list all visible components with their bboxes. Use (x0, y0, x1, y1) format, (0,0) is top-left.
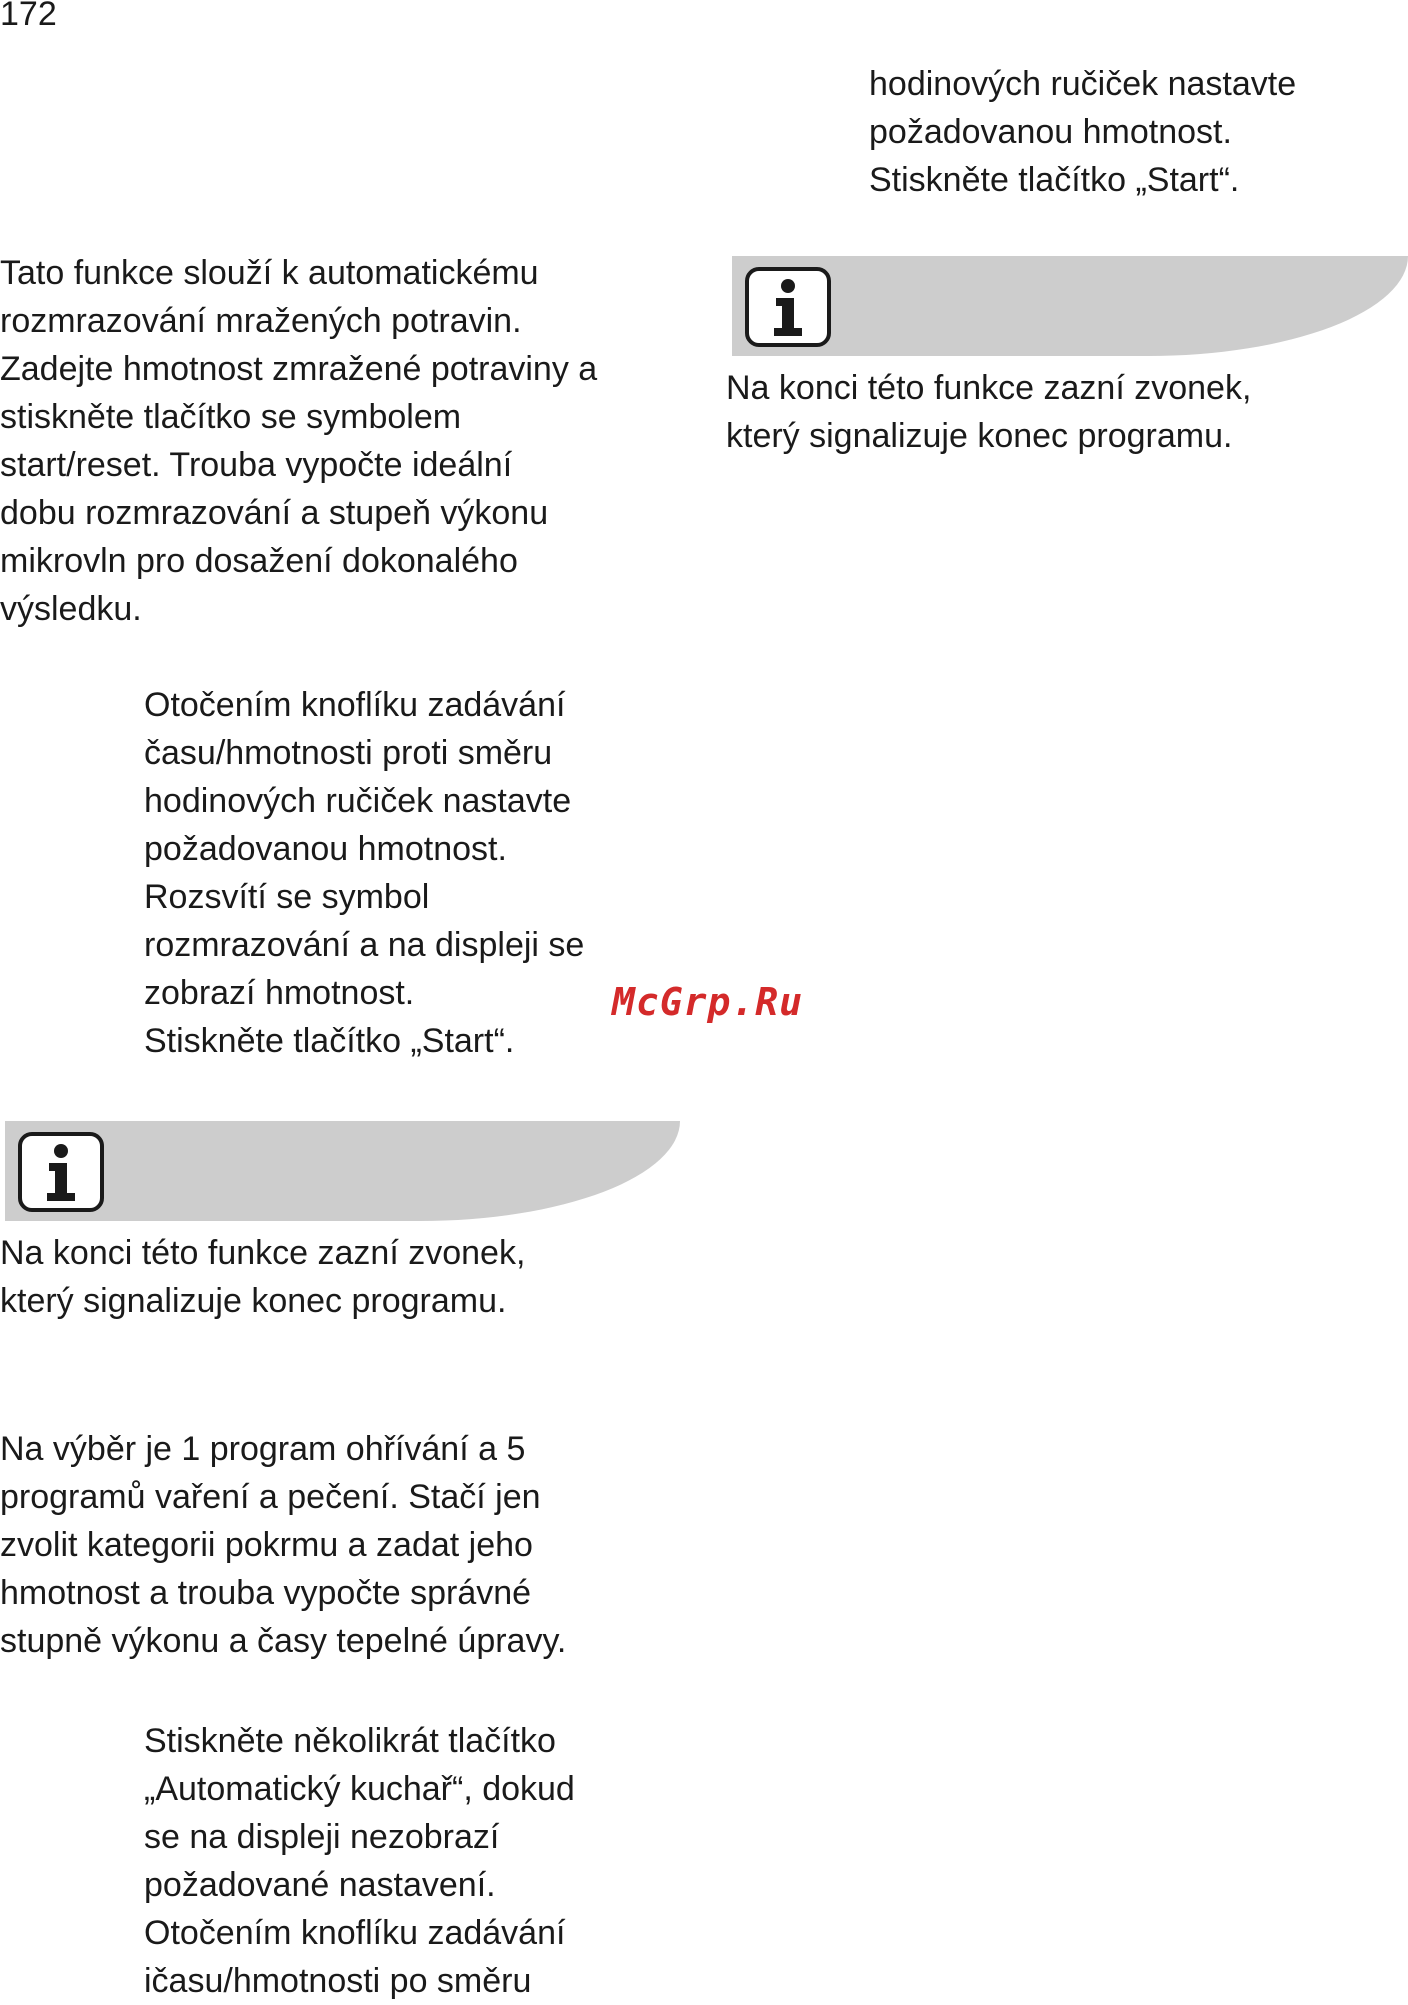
defrost-intro-paragraph: Tato funkce slouží k automatickému rozmrazování mražených potravin. Zadejte hmotnost zmražené potraviny a stiskněte tlačítko se symbolem start/reset. Trouba vypočte ideální dobu rozmrazování a stupeň výkonu mikrovln pro dosažení dokonalého výsledku. (0, 254, 598, 628)
info-icon (17, 1131, 105, 1213)
right-column-continued-text: hodinových ručiček nastavte požadovanou hmotnost. Stiskněte tlačítko „Start“. (869, 65, 1297, 199)
right-note-text: Na konci této funkce zazní zvonek, který signalizuje konec programu. (726, 369, 1252, 455)
left-note-header-bar (5, 1121, 680, 1221)
info-icon (744, 266, 832, 348)
page-number: 172 (0, 0, 57, 33)
right-note-header-bar (732, 256, 1408, 356)
watermark-logo: McGrp.Ru (612, 980, 804, 1024)
auto-cook-step-paragraph: Stiskněte několikrát tlačítko „Automatický kuchař“, dokud se na displeji nezobrazí požadované nastavení. Otočením knoflíku zadávání ičasu/hmotnosti po směru (144, 1722, 575, 2000)
defrost-step-paragraph: Otočením knoflíku zadávání času/hmotnosti proti směru hodinových ručiček nastavte požadovanou hmotnost. Rozsvítí se symbol rozmrazování a na displeji se zobrazí hmotnost. Stiskněte tlačítko „Start“. (144, 686, 585, 1060)
auto-cook-intro-paragraph: Na výběr je 1 program ohřívání a 5 programů vaření a pečení. Stačí jen zvolit kategorii pokrmu a zadat jeho hmotnost a trouba vypočte správné stupně výkonu a časy tepelné úpravy. (0, 1430, 567, 1660)
left-note-text: Na konci této funkce zazní zvonek, který signalizuje konec programu. (0, 1234, 526, 1320)
